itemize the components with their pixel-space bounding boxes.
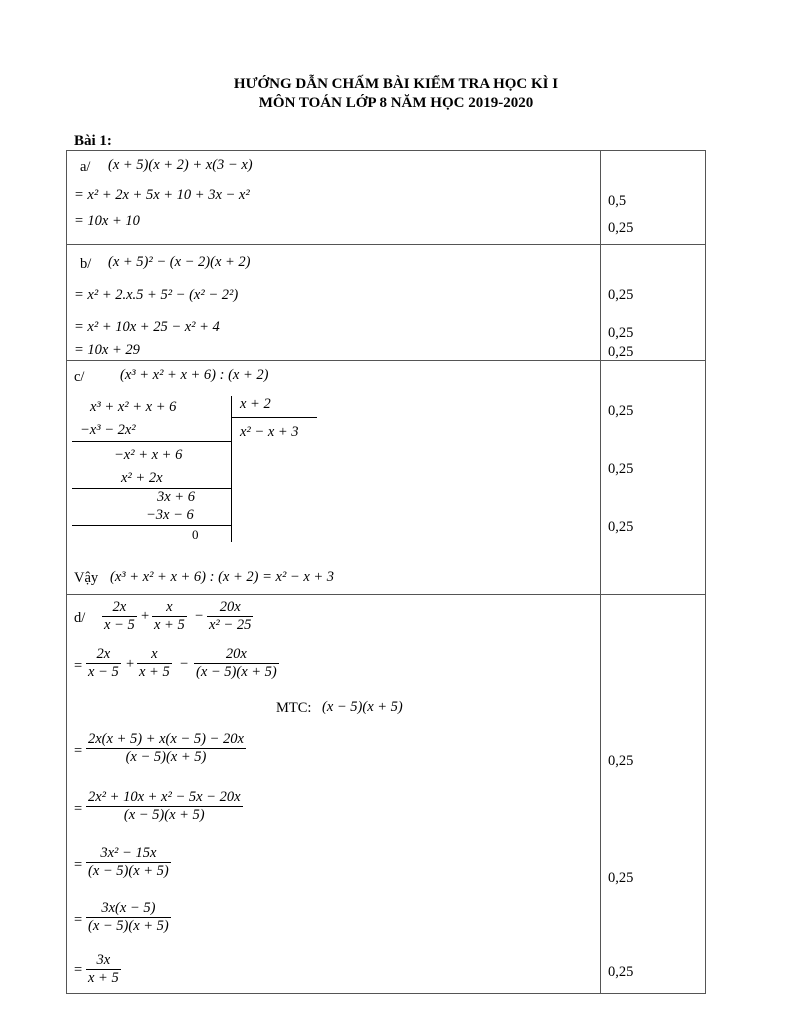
- equals-sign: =: [74, 962, 83, 978]
- fraction-denominator: x + 5: [139, 664, 170, 680]
- minus-sign: −: [195, 608, 204, 624]
- fraction-final-result: [86, 952, 121, 987]
- mtc-expression: (x − 5)(x + 5): [322, 699, 403, 715]
- fraction-denominator: x + 5: [154, 617, 185, 633]
- fraction-numerator: 2x: [86, 646, 121, 664]
- fraction-2x-over-x-minus-5: [102, 599, 137, 634]
- fraction-simplified-numerator: [86, 845, 171, 880]
- equals-sign: =: [74, 801, 83, 817]
- fraction-denominator: x² − 25: [209, 617, 252, 633]
- part-b-expression: (x + 5)² − (x − 2)(x + 2): [108, 254, 251, 270]
- division-quotient: x² − x + 3: [240, 424, 299, 440]
- doc-title-line2: MÔN TOÁN LỚP 8 NĂM HỌC 2019-2020: [258, 95, 534, 111]
- fraction-denominator: x − 5: [88, 664, 119, 680]
- column-divider: [600, 150, 601, 994]
- fraction-numerator: 20x: [194, 646, 279, 664]
- part-a-label: a/: [80, 159, 91, 175]
- division-line2: [72, 488, 231, 489]
- doc-title-line1: HƯỚNG DẪN CHẤM BÀI KIỂM TRA HỌC KÌ I: [233, 76, 559, 92]
- fraction-denominator: x − 5: [104, 617, 135, 633]
- division-subtract2: x² + 2x: [121, 470, 163, 486]
- division-line1: [72, 441, 231, 442]
- mtc-label: MTC:: [276, 700, 312, 716]
- fraction-denominator: (x − 5)(x + 5): [125, 749, 207, 765]
- part-d-score3: 0,25: [608, 964, 634, 980]
- division-remainder1: −x² + x + 6: [114, 447, 183, 463]
- equals-sign: =: [74, 743, 83, 759]
- minus-sign: −: [180, 656, 189, 672]
- part-a-step2: = 10x + 10: [74, 213, 140, 229]
- fraction-combined-numerator: [86, 731, 246, 766]
- part-b-score2: 0,25: [608, 325, 634, 341]
- part-c-score2: 0,25: [608, 461, 634, 477]
- fraction-2x-over-x-minus-5: [86, 646, 121, 681]
- part-d-label: d/: [74, 610, 86, 626]
- part-a-step1: = x² + 2x + 5x + 10 + 3x − x²: [74, 187, 250, 203]
- fraction-numerator: 2x: [102, 599, 137, 617]
- fraction-numerator: 2x² + 10x + x² − 5x − 20x: [88, 789, 241, 805]
- fraction-denominator: (x − 5)(x + 5): [196, 664, 277, 680]
- fraction-denominator: x + 5: [88, 970, 119, 986]
- part-a-expression: (x + 5)(x + 2) + x(3 − x): [108, 157, 253, 173]
- equals-sign: =: [74, 857, 83, 873]
- division-subtract1: −x³ − 2x²: [80, 422, 136, 438]
- fraction-x-over-x-plus-5: [137, 646, 172, 681]
- fraction-expanded-numerator: [86, 789, 243, 824]
- division-remainder3: 0: [192, 527, 199, 542]
- part-b-label: b/: [80, 256, 92, 272]
- equals-sign: =: [74, 912, 83, 928]
- part-c-expression: (x³ + x² + x + 6) : (x + 2): [120, 367, 269, 383]
- part-b-score3: 0,25: [608, 344, 634, 360]
- fraction-denominator: (x − 5)(x + 5): [88, 863, 169, 879]
- division-dividend: x³ + x² + x + 6: [90, 399, 177, 415]
- fraction-numerator: x: [152, 599, 187, 617]
- division-divisor-line: [231, 417, 317, 418]
- part-d-score1: 0,25: [608, 753, 634, 769]
- fraction-20x-over-factored-denominator: [194, 646, 279, 681]
- section-label: Bài 1:: [74, 133, 112, 149]
- part-c-label: c/: [74, 369, 85, 385]
- fraction-factored-numerator: [86, 900, 171, 935]
- fraction-x-over-x-plus-5: [152, 599, 187, 634]
- part-d-score2: 0,25: [608, 870, 634, 886]
- fraction-numerator: 3x² − 15x: [86, 845, 171, 863]
- part-a-score2: 0,25: [608, 220, 634, 236]
- fraction-20x-over-x2-minus-25: [207, 599, 253, 634]
- row-divider: [66, 244, 706, 245]
- part-b-step2: = x² + 10x + 25 − x² + 4: [74, 319, 220, 335]
- division-vertical-bar: [231, 396, 232, 542]
- row-divider: [66, 594, 706, 595]
- part-b-step1: = x² + 2.x.5 + 5² − (x² − 2²): [74, 287, 239, 303]
- fraction-numerator: 3x: [86, 952, 121, 970]
- conclusion-expression: (x³ + x² + x + 6) : (x + 2) = x² − x + 3: [110, 569, 335, 585]
- fraction-numerator: 2x(x + 5) + x(x − 5) − 20x: [88, 731, 244, 747]
- fraction-denominator: (x − 5)(x + 5): [123, 807, 205, 823]
- division-remainder2: 3x + 6: [157, 489, 195, 505]
- conclusion-word: Vậy: [74, 570, 99, 586]
- part-a-score1: 0,5: [608, 193, 627, 209]
- fraction-numerator: 20x: [207, 599, 253, 617]
- part-c-score1: 0,25: [608, 403, 634, 419]
- fraction-numerator: x: [137, 646, 172, 664]
- division-divisor: x + 2: [240, 396, 271, 412]
- part-b-step3: = 10x + 29: [74, 342, 140, 358]
- plus-sign: +: [126, 656, 135, 672]
- division-subtract3: −3x − 6: [146, 507, 194, 523]
- part-b-score1: 0,25: [608, 287, 634, 303]
- equals-sign: =: [74, 658, 83, 674]
- part-c-score3: 0,25: [608, 519, 634, 535]
- division-line3: [72, 525, 231, 526]
- fraction-numerator: 3x(x − 5): [86, 900, 171, 918]
- plus-sign: +: [141, 608, 150, 624]
- fraction-denominator: (x − 5)(x + 5): [88, 918, 169, 934]
